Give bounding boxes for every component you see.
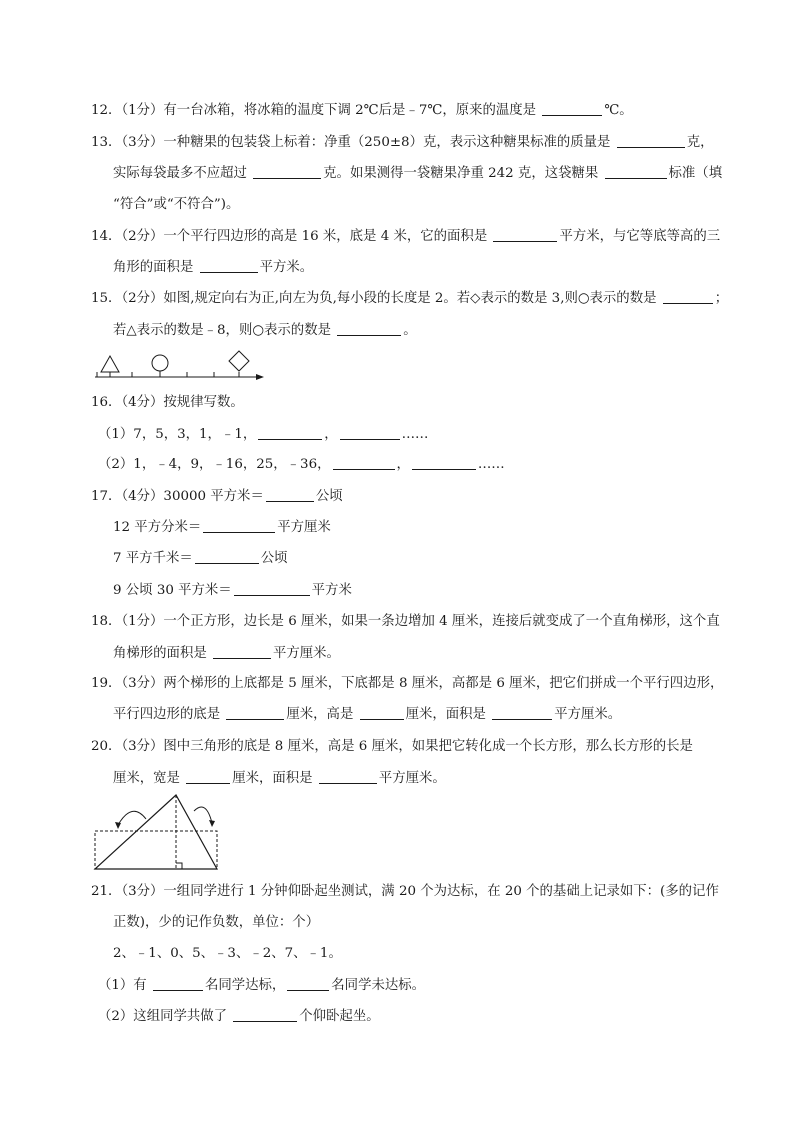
question-17-line-1: 17．（4分）30000 平方米＝ 公顷 [91, 489, 343, 504]
rotate-arrow-left-icon [118, 811, 146, 825]
question-13-line-3: “符合”或“不符合”)。 [113, 197, 240, 212]
answer-blank[interactable] [542, 102, 602, 116]
question-18-line-1: 18．（1分）一个正方形，边长是 6 厘米，如果一条边增加 4 厘米，连接后就变成了一个直角梯形，这个直 [91, 614, 720, 629]
question-20-line-1: 20．（3分）图中三角形的底是 8 厘米，高是 6 厘米，如果把它转化成一个长方形，那么长方形的长是 [91, 739, 693, 754]
question-15-line-2: 若△表示的数是﹣8，则○表示的数是 。 [113, 323, 417, 338]
answer-blank[interactable] [226, 706, 284, 720]
question-13-line-2: 实际每袋最多不应超过 克。如果测得一袋糖果净重 242 克，这袋糖果 标准（填 [113, 166, 723, 181]
answer-blank[interactable] [319, 770, 377, 784]
circle-marker-icon [152, 355, 168, 371]
answer-blank[interactable] [195, 550, 259, 564]
question-21-line-5: （2）这组同学共做了 个仰卧起坐。 [98, 1009, 380, 1024]
question-17-line-3: 7 平方千米＝ 公顷 [113, 551, 288, 566]
answer-blank[interactable] [492, 706, 552, 720]
question-17-line-2: 12 平方分米＝ 平方厘米 [113, 520, 331, 535]
question-21-line-1: 21．（3分）一组同学进行 1 分钟仰卧起坐测试，满 20 个为达标，在 20 个的基础上记录如下：(多的记作 [91, 884, 719, 899]
question-19-line-2: 平行四边形的底是 厘米，高是 厘米，面积是 平方厘米。 [113, 707, 622, 722]
question-12: 12．（1分）有一台冰箱，将冰箱的温度下调 2℃后是﹣7℃，原来的温度是 ℃。 [91, 103, 633, 118]
answer-blank[interactable] [333, 456, 395, 470]
diamond-marker-icon [229, 351, 249, 371]
answer-blank[interactable] [617, 134, 685, 148]
question-14-line-2: 角形的面积是 平方米。 [113, 260, 314, 275]
arrow-head-icon [256, 374, 264, 380]
number-line-figure [92, 348, 267, 384]
triangle-shape [95, 795, 217, 869]
answer-blank[interactable] [258, 426, 322, 440]
question-21-line-4: （1）有 名同学达标， 名同学未达标。 [98, 978, 426, 993]
answer-blank[interactable] [287, 977, 329, 991]
answer-blank[interactable] [253, 165, 321, 179]
question-16-line-3: （2）1，﹣4，9，﹣16，25，﹣36， ， …… [98, 457, 505, 472]
question-15-line-1: 15．（2分）如图,规定向右为正,向左为负,每小段的长度是 2。若◇表示的数是 3,则○表示的数是 ； [91, 291, 729, 306]
answer-blank[interactable] [337, 322, 401, 336]
answer-blank[interactable] [412, 456, 476, 470]
right-angle-icon [176, 863, 182, 869]
answer-blank[interactable] [213, 645, 271, 659]
question-18-line-2: 角梯形的面积是 平方厘米。 [113, 646, 340, 661]
answer-blank[interactable] [203, 519, 275, 533]
answer-blank[interactable] [266, 488, 314, 502]
question-13-line-1: 13．（3分）一种糖果的包装袋上标着：净重（250±8）克，表示这种糖果标准的质量是 克， [91, 135, 714, 150]
question-21-line-2: 正数)，少的记作负数，单位：个） [113, 915, 320, 930]
question-17-line-4: 9 公顷 30 平方米＝ 平方米 [113, 583, 352, 598]
answer-blank[interactable] [360, 706, 404, 720]
answer-blank[interactable] [663, 290, 713, 304]
answer-blank[interactable] [234, 582, 310, 596]
answer-blank[interactable] [200, 259, 258, 273]
answer-blank[interactable] [605, 165, 667, 179]
question-16-line-2: （1）7，5，3，1，﹣1， ， …… [98, 427, 429, 442]
question-19-line-1: 19．（3分）两个梯形的上底都是 5 厘米，下底都是 8 厘米，高都是 6 厘米，把它们拼成一个平行四边形， [91, 676, 724, 691]
question-16-line-1: 16．（4分）按规律写数。 [91, 395, 244, 410]
triangle-rectangle-figure [92, 793, 224, 873]
triangle-marker-icon [101, 356, 119, 372]
answer-blank[interactable] [153, 977, 203, 991]
question-14-line-1: 14．（2分）一个平行四边形的高是 16 米，底是 4 米，它的面积是 平方米，与它等底等高的三 [91, 229, 721, 244]
answer-blank[interactable] [493, 228, 557, 242]
question-20-line-2: 厘米，宽是 厘米，面积是 平方厘米。 [113, 771, 446, 786]
question-21-line-3: 2、﹣1、0、5、﹣3、﹣2、7、﹣1。 [113, 946, 342, 961]
answer-blank[interactable] [233, 1008, 297, 1022]
answer-blank[interactable] [186, 770, 230, 784]
answer-blank[interactable] [340, 426, 400, 440]
